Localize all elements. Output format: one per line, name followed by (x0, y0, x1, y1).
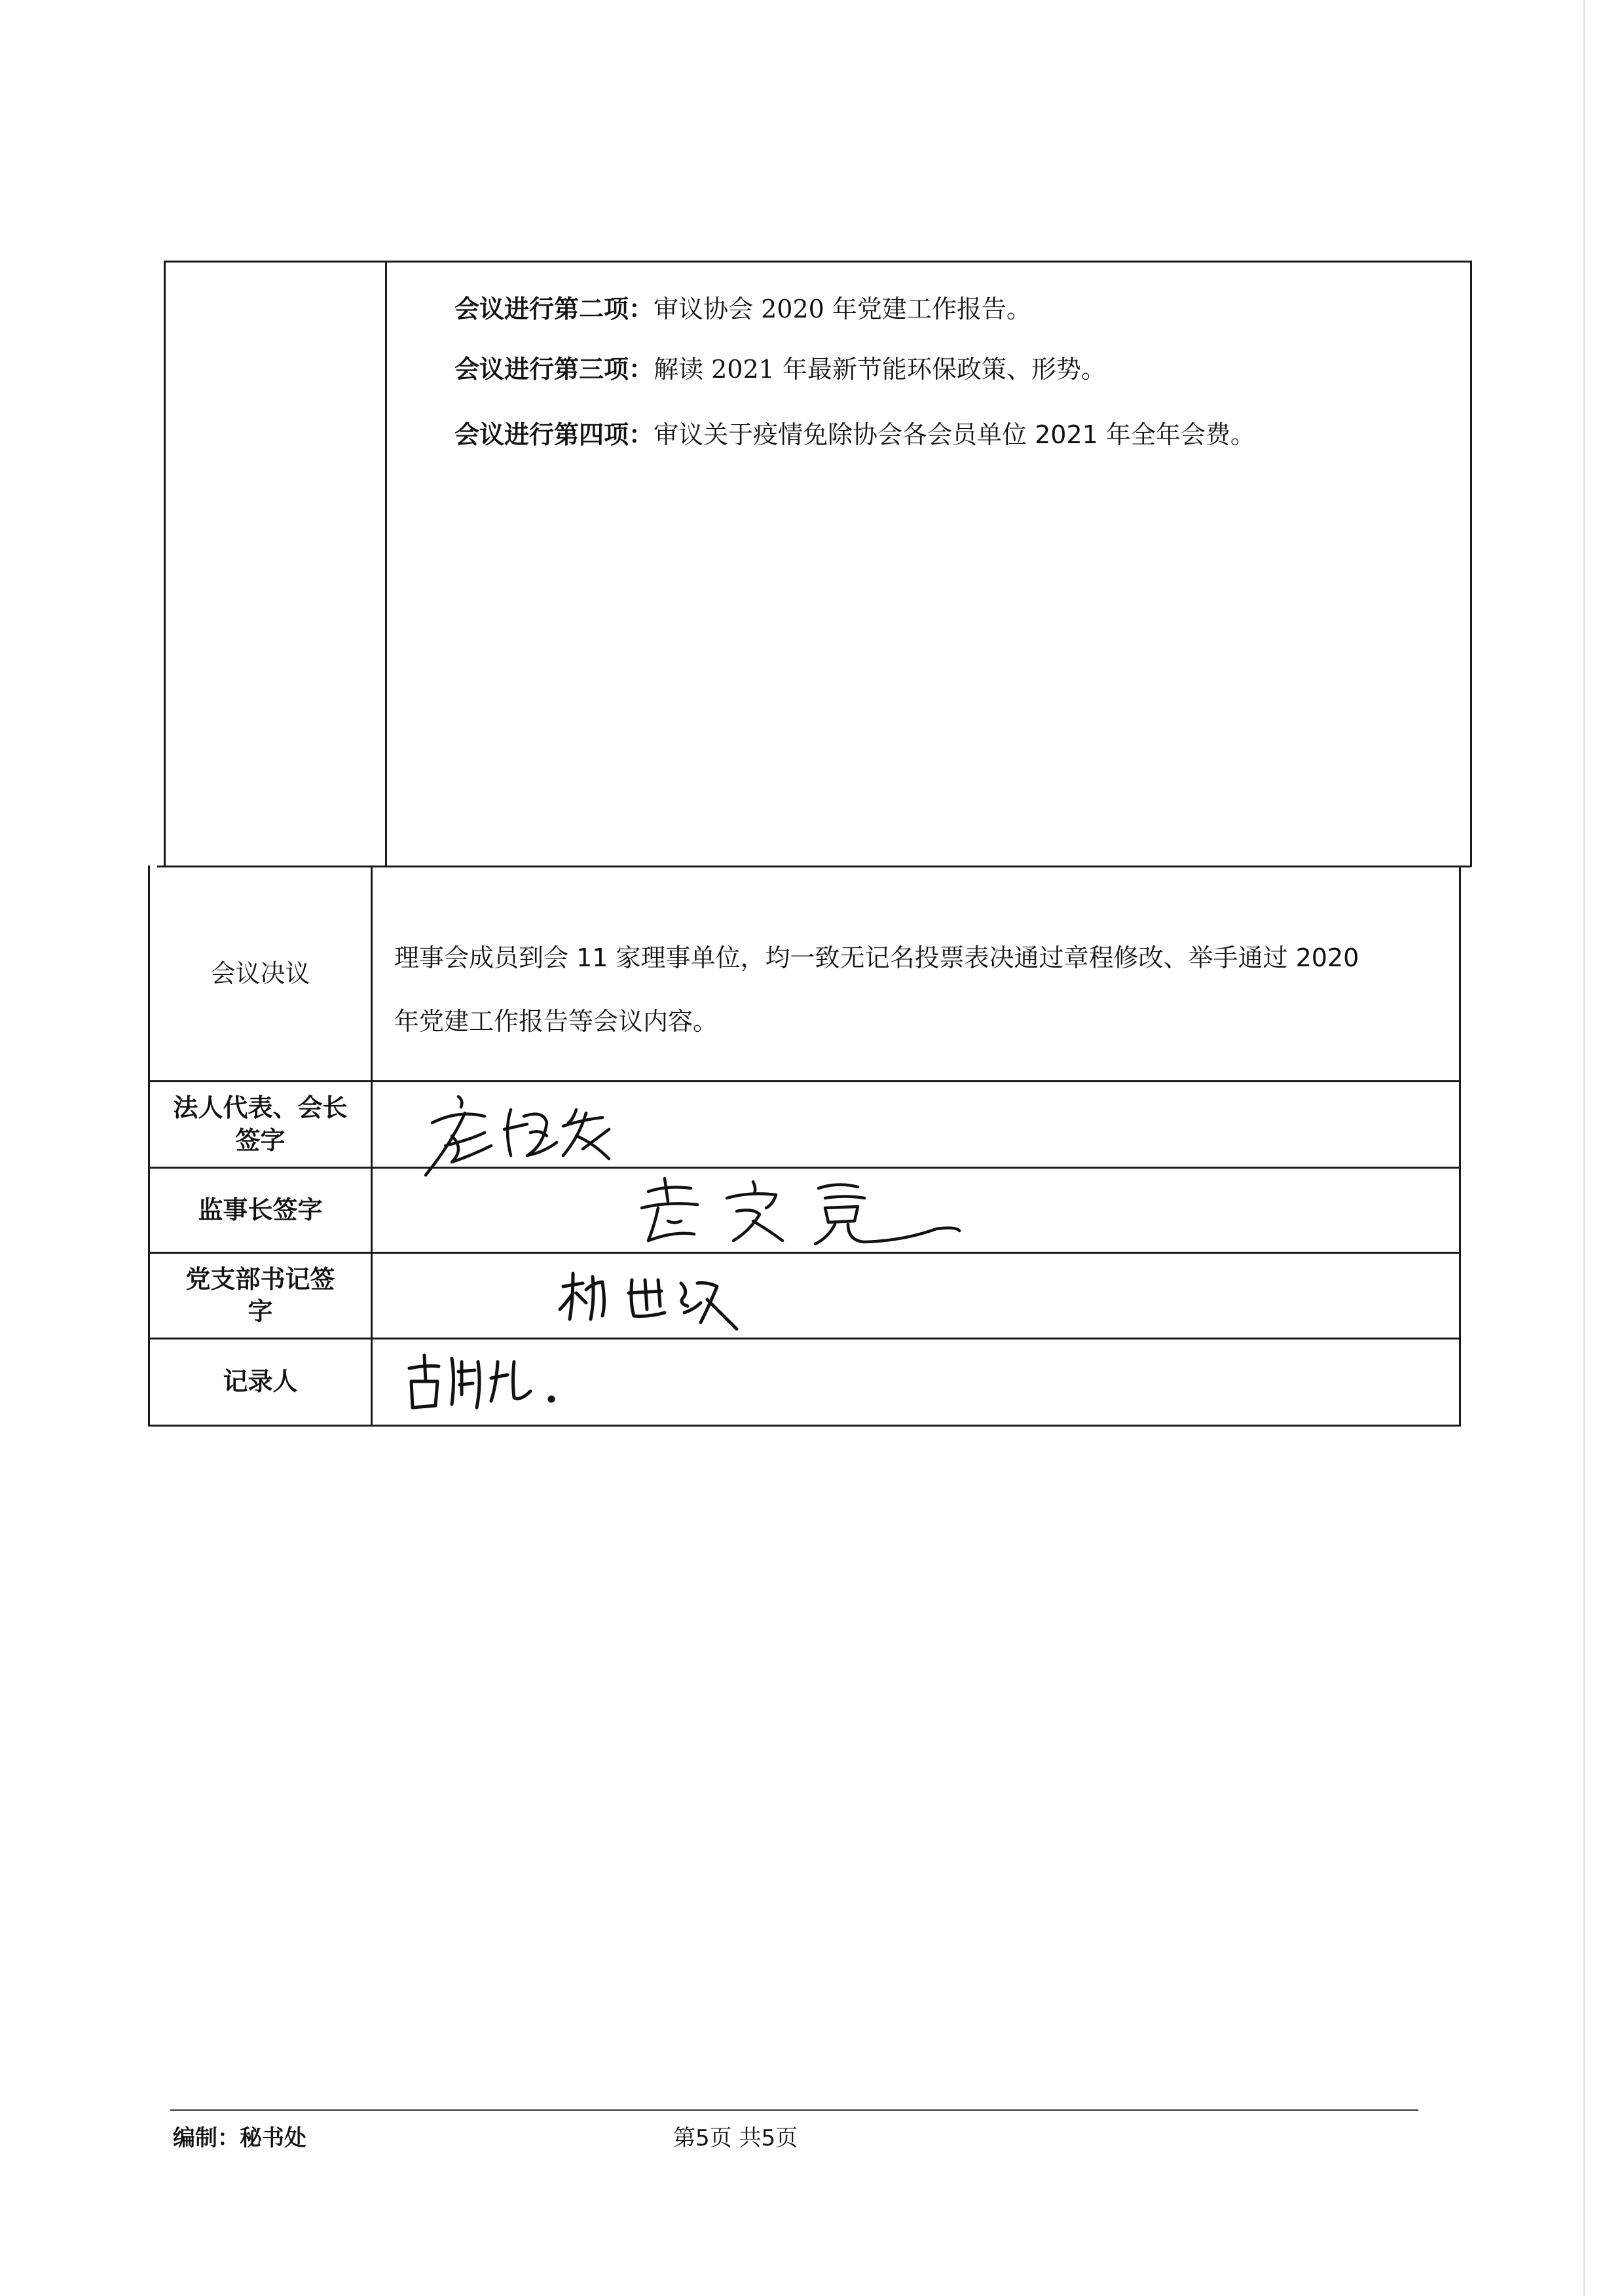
legal-rep-signature-label (150, 1082, 371, 1167)
table-border-bottom (148, 1425, 1461, 1427)
footer-compiled-by: 编制：秘书处 (173, 2125, 306, 2151)
party-secretary-handwritten-signature (557, 1264, 747, 1336)
party-secretary-signature-label (150, 1254, 371, 1338)
scan-page-edge (1583, 0, 1585, 2296)
table-border-left-upper (164, 261, 166, 867)
legal-rep-label-line-2: 签字 (235, 1125, 286, 1155)
legal-rep-label-line-1: 法人代表、会长 (173, 1093, 348, 1123)
footer-rule (170, 2109, 1418, 2111)
table-border-top (164, 261, 1472, 263)
agenda-item-3 (454, 357, 1106, 382)
footer-page-info: 第5页 共5页 (673, 2125, 798, 2151)
resolution-text-line-2: 年党建工作报告等会议内容。 (394, 1007, 718, 1036)
agenda-item-3-text: 解读 2021 年最新节能环保政策、形势。 (654, 355, 1106, 384)
agenda-item-2-lead: 会议进行第二项： (454, 295, 654, 323)
resolution-text-line-1: 理事会成员到会 11 家理事单位，均一致无记名投票表决通过章程修改、举手通过 2020 (394, 943, 1359, 972)
party-secretary-label-line-1: 党支部书记签 (185, 1264, 335, 1294)
recorder-label: 记录人 (223, 1367, 298, 1396)
supervisor-signature-label: 监事长签字 (198, 1195, 323, 1224)
supervisor-handwritten-signature (629, 1169, 969, 1254)
agenda-item-4-lead: 会议进行第四项： (454, 420, 654, 449)
agenda-item-2 (454, 297, 1031, 321)
recorder-handwritten-signature (399, 1345, 570, 1417)
table-divider-lower (371, 866, 373, 1427)
resolution-label: 会议决议 (210, 958, 310, 988)
party-secretary-label-line-2: 字 (248, 1297, 273, 1326)
legal-rep-handwritten-signature (413, 1084, 629, 1188)
table-border-right-lower (1459, 866, 1461, 1427)
agenda-item-2-text: 审议协会 2020 年党建工作报告。 (654, 295, 1031, 323)
agenda-item-4 (454, 422, 1255, 447)
table-border-right-upper (1470, 261, 1472, 867)
agenda-item-3-lead: 会议进行第三项： (454, 355, 654, 384)
table-divider-upper (385, 261, 387, 867)
agenda-item-4-text: 审议关于疫情免除协会各会员单位 2021 年全年会费。 (654, 420, 1255, 449)
